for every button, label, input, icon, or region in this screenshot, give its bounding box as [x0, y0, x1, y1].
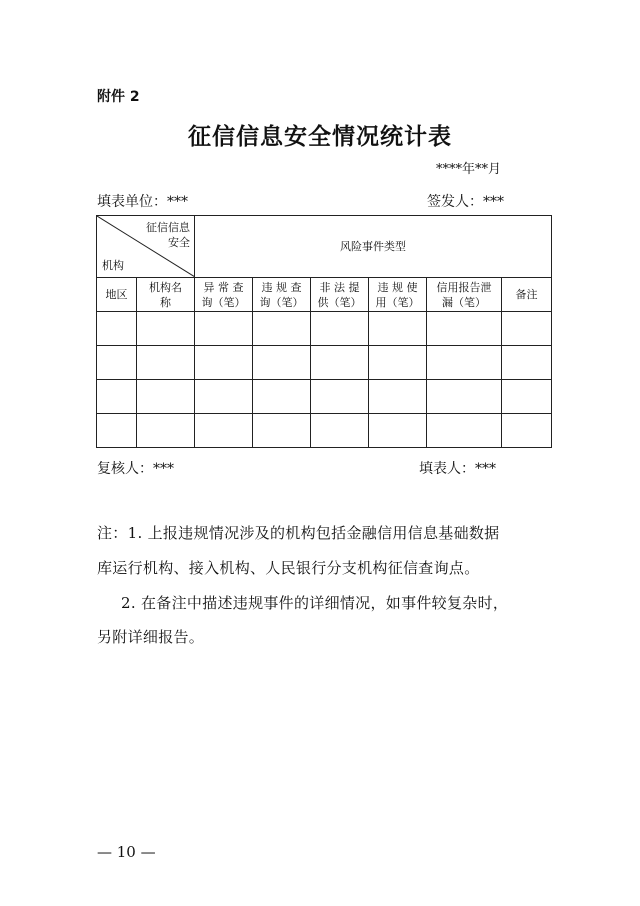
col-header-violation-query: [253, 278, 311, 312]
table-cell[interactable]: [311, 380, 369, 414]
diagonal-header-cell: [97, 216, 195, 278]
table-cell[interactable]: [195, 346, 253, 380]
table-cell[interactable]: [502, 312, 552, 346]
table-cell[interactable]: [427, 414, 502, 448]
col-header-violation-use-line2: 用（笔）: [375, 295, 420, 309]
table-cell[interactable]: [427, 380, 502, 414]
table-cell[interactable]: [97, 380, 137, 414]
table-cell[interactable]: [195, 414, 253, 448]
report-date: ****年**月: [436, 162, 502, 177]
table-cell[interactable]: [502, 414, 552, 448]
col-header-abnormal-line2: 询（笔）: [201, 295, 246, 309]
table-cell[interactable]: [195, 380, 253, 414]
table-cell[interactable]: [97, 414, 137, 448]
table-cell[interactable]: [311, 346, 369, 380]
table-cell[interactable]: [253, 346, 311, 380]
reviewer: 复核人：***: [97, 461, 174, 477]
form-filler: 填表人：***: [419, 461, 496, 477]
col-header-violation-query-line1: 违 规 查: [261, 280, 302, 294]
table-cell[interactable]: [97, 312, 137, 346]
corner-label-org: 机构: [102, 259, 124, 272]
col-header-org-name-line2: 称: [160, 295, 171, 309]
col-header-org-name-line1: 机构名: [149, 280, 182, 294]
col-header-region: 地区: [97, 278, 137, 312]
col-header-violation-use-line1: 违 规 使: [377, 280, 418, 294]
table-row: [97, 414, 552, 448]
signer: 签发人：***: [427, 194, 504, 210]
table-cell[interactable]: [502, 380, 552, 414]
table-row: [97, 346, 552, 380]
risk-type-header: 风险事件类型: [195, 216, 552, 278]
table-cell[interactable]: [369, 414, 427, 448]
table-cell[interactable]: [427, 346, 502, 380]
col-header-violation-query-line2: 询（笔）: [259, 295, 304, 309]
table-row: [97, 312, 552, 346]
table-cell[interactable]: [253, 312, 311, 346]
table-row: [97, 380, 552, 414]
table-cell[interactable]: [137, 312, 195, 346]
page-title: 征信信息安全情况统计表: [188, 123, 452, 150]
table-cell[interactable]: [137, 414, 195, 448]
table-cell[interactable]: [97, 346, 137, 380]
col-header-illegal-provide-line1: 非 法 提: [319, 280, 360, 294]
note-1-line-2: 库运行机构、接入机构、人民银行分支机构征信查询点。: [97, 559, 480, 577]
table-cell[interactable]: [137, 346, 195, 380]
statistics-table: [96, 215, 552, 448]
corner-label-line2: 安全: [168, 236, 190, 249]
attachment-label: 附件 2: [97, 89, 140, 105]
col-header-violation-use: [369, 278, 427, 312]
table-cell[interactable]: [369, 346, 427, 380]
table-cell[interactable]: [369, 312, 427, 346]
note-1-line-1: 注：1. 上报违规情况涉及的机构包括金融信用信息基础数据: [97, 524, 500, 542]
col-header-report-leak-line2: 漏（笔）: [442, 295, 486, 309]
table-cell[interactable]: [311, 414, 369, 448]
col-header-report-leak: [427, 278, 502, 312]
table-cell[interactable]: [253, 380, 311, 414]
table-cell[interactable]: [253, 414, 311, 448]
table-cell[interactable]: [502, 346, 552, 380]
fill-unit: 填表单位：***: [97, 194, 188, 210]
col-header-illegal-provide-line2: 供（笔）: [317, 295, 362, 309]
col-header-report-leak-line1: 信用报告泄: [436, 280, 492, 294]
col-header-abnormal-line1: 异 常 查: [203, 280, 244, 294]
corner-label-security: [146, 220, 190, 250]
col-header-abnormal-query: [195, 278, 253, 312]
col-header-illegal-provide: [311, 278, 369, 312]
corner-label-line1: 征信信息: [146, 221, 190, 234]
table-cell[interactable]: [427, 312, 502, 346]
table-cell[interactable]: [369, 380, 427, 414]
note-2-line-2: 另附详细报告。: [97, 628, 205, 646]
note-2-line-1: 2. 在备注中描述违规事件的详细情况，如事件较复杂时，: [121, 594, 509, 612]
col-header-org-name: [137, 278, 195, 312]
table-cell[interactable]: [137, 380, 195, 414]
page-number: — 10 —: [97, 843, 156, 861]
table-cell[interactable]: [195, 312, 253, 346]
col-header-remarks: 备注: [502, 278, 552, 312]
table-cell[interactable]: [311, 312, 369, 346]
